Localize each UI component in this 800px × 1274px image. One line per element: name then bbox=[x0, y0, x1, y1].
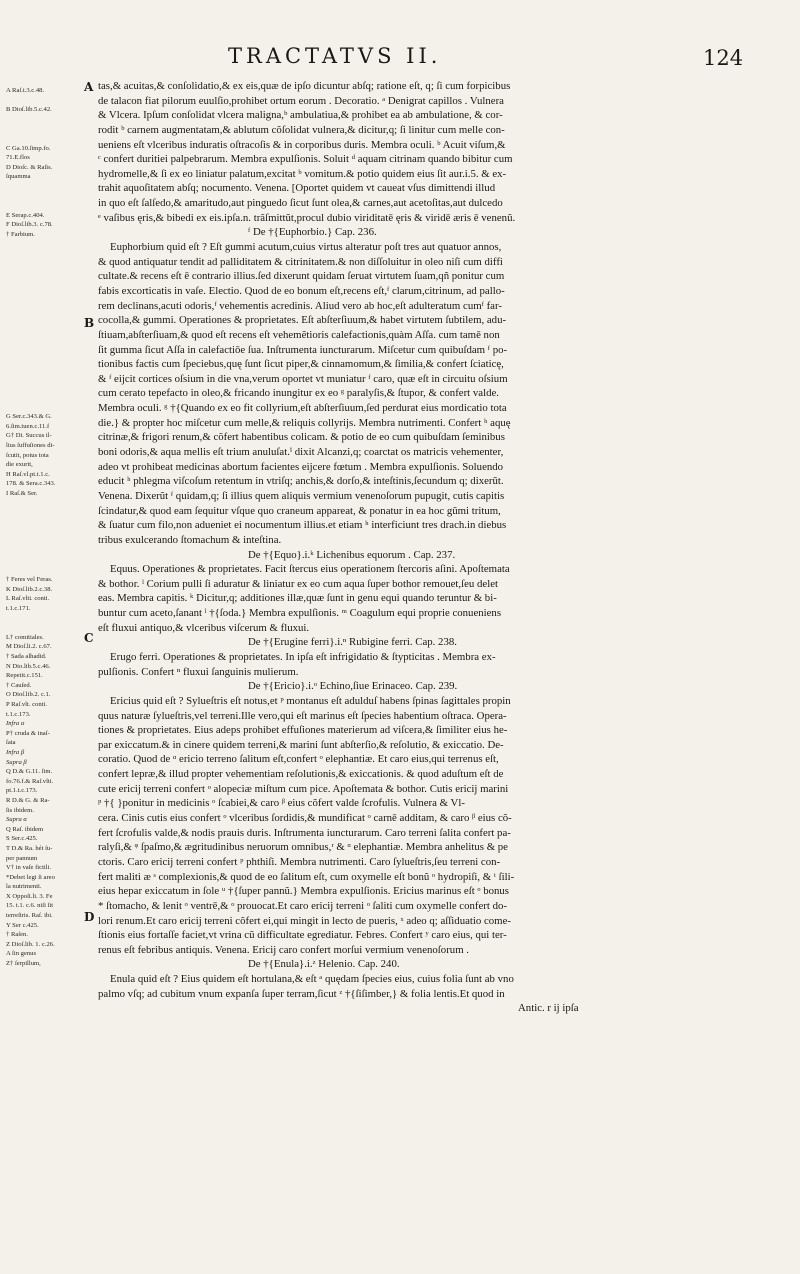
marginal-note: A ſin genus bbox=[6, 950, 37, 958]
marginal-note: Y Ser c.425. bbox=[6, 921, 39, 929]
marginal-note: Supra α bbox=[6, 816, 27, 824]
text-line: cultate.& recens eſt ē contrario illius.ſed dixerunt quidam ſeruat virtutem ſuam,qñ ponitur cum bbox=[98, 270, 505, 283]
marginal-note bbox=[6, 614, 88, 624]
marginal-note bbox=[6, 345, 88, 355]
marginal-note: E Serap.c.404. bbox=[6, 211, 45, 219]
marginal-note bbox=[6, 249, 88, 259]
marginal-note: *Debet legi ſi areo bbox=[6, 873, 55, 881]
text-line: cute ericij terreni confert ᵒ alopeciæ miſtum cum pice. Apoſtemata & bothor. Cutis ericij marini bbox=[98, 782, 509, 795]
running-head: TRACTATVS II. bbox=[228, 44, 442, 68]
marginal-note: ſquamma bbox=[6, 173, 31, 181]
marginal-note: ſis ibidem. bbox=[6, 806, 34, 814]
text-line: ſtionis eius fortaſſe faciet,vt vrina cũ difficultate egrediatur. Febres. Confert ʸ caro eius, qui ter- bbox=[98, 929, 507, 942]
text-line: ſtiuam,abſterſiuam,& quod eſt recens eſt vehemẽtioris calefactionis,quàm Aſſa. cum tamē non bbox=[98, 328, 500, 341]
text-line: Antic. r ij ipſa bbox=[518, 1002, 579, 1015]
text-line: Euphorbium quid eſt ? Eſt gummi acutum,cuius virtus alteratur poſt tres aut quatuor annos, bbox=[110, 241, 502, 254]
marginal-note: 71.E.flos bbox=[6, 154, 30, 162]
marginal-note bbox=[6, 364, 88, 374]
marginal-note: H Raſ.vl.pt.t.1.c. bbox=[6, 470, 50, 478]
text-line: coratio. Quod de ᵅ ericio terreno ſalitum eſt,confert ᵒ elephantiæ. Et caro eius,qui terrenus eſt, bbox=[98, 753, 499, 766]
marginal-note bbox=[6, 556, 88, 566]
text-line: rem declinans,acuti odoris,ᶠ vehementis acredinis. Aliud vero ab hoc,eſt adulteratum cumᶠ far- bbox=[98, 299, 502, 312]
marginal-note: P Raſ.vlt. conti. bbox=[6, 701, 47, 708]
text-line: in quo eſt ſalſedo,& amaritudo,aut pinguedo ſicut ſunt olea,& carnes,aut acetoſitas,aut dulcedo bbox=[98, 197, 503, 210]
marginal-note bbox=[6, 96, 88, 106]
marginal-note bbox=[6, 393, 88, 403]
section-letter-d: D bbox=[84, 910, 95, 924]
marginal-note: N Dio.lib.5.c.46. bbox=[6, 662, 51, 670]
text-line: ctoris. Caro ericij terreni confert ᵖ phthiſi. Membra nutrimenti. Caro ſylueſtris,ſeu terreni con- bbox=[98, 855, 501, 868]
marginal-note: Supra β bbox=[6, 758, 27, 766]
text-line: ſcindatur,& quod eam ſequitur vſque quo craneum appareat, & ponatur in ea hoc gũmi tritum, bbox=[98, 504, 501, 517]
text-line: fert maliti æ ˢ complexionis,& quod de eo ſalitum eſt, cum oxymelle eſt bonũ ᵒ hydropiſi, & ᵗ ſili- bbox=[98, 870, 515, 883]
folio-number: 124 bbox=[703, 46, 744, 70]
marginal-note: B Dioſ.lib.5.c.42. bbox=[6, 106, 52, 114]
text-line: boni odoris,& aqua mellis eſt trium anuluſat.ⁱ dixit Alcanzi,q; coarctat os matricis vehementer, bbox=[98, 446, 504, 459]
text-line: fert ſcrofulis valde,& nodis prauis duris. Inſtrumenta iuncturarum. Caro terreni ſalita confert pa- bbox=[98, 826, 511, 839]
marginal-note: F Dioſ.lib.3. c.78. bbox=[6, 221, 53, 229]
text-line: palmo vſq; ad cubitum vnum expanſa ſuper terram,ſicut ᶻ †{ſiſimber,} & folia lentis.Et quod in bbox=[98, 987, 505, 1000]
text-line: rodit ᵇ carnem augmentatam,& ablutum cõſolidat vulnera,& dicitur,q; ſi linitur cum melle con- bbox=[98, 123, 505, 136]
text-line: pulſionis. Confert ⁿ fluxui ſanguinis mulierum. bbox=[98, 665, 299, 678]
text-line: educit ʰ phlegma viſcoſum retentum in vtriſq; anchis,& dorſo,& inteſtinis,ſecundum q; dixerũt. bbox=[98, 475, 504, 488]
marginal-note: A Raſ.t.3.c.48. bbox=[6, 87, 45, 94]
marginal-note bbox=[6, 335, 88, 345]
marginal-note bbox=[6, 268, 88, 278]
text-line: die.} & propter hoc miſcetur cum melle,& reliquis collyrijs. Membra nutrimenti. Confert ʰ aquę bbox=[98, 416, 511, 429]
text-line: Membra oculi. ᵍ †{Quando ex eo fit collyrium,eſt abſterſiuum,ſed perdurat eius mordicatio tota bbox=[98, 402, 507, 415]
marginal-note: Z† ſerpillum, bbox=[6, 960, 41, 968]
marginal-note: Repetit.c.151. bbox=[6, 672, 43, 680]
marginal-note bbox=[6, 201, 88, 211]
marginal-note bbox=[6, 547, 88, 557]
text-line: quus naturæ ſylueſtris,vel terreni.Ille vero,qui eſt marinus eſt ſpecies habentium oſtraca. Opera- bbox=[98, 709, 507, 722]
text-line: * ſtomacho, & lenit ᵒ ventrē,& ᵒ prouocat.Et caro ericij terreni ᵒ ſaliti cum oxymelle confert do- bbox=[98, 899, 507, 912]
marginal-note bbox=[6, 499, 88, 509]
text-line: Venena. Dixerũt ᶠ quidam,q; ſi illius quem aliquis vermium venenoſorum pupugit, cutis capitis bbox=[98, 489, 505, 502]
marginal-note: t.1.c.173. bbox=[6, 710, 31, 718]
marginal-note: per pannum bbox=[6, 854, 38, 862]
marginal-note: die exurit, bbox=[6, 461, 33, 469]
marginal-note bbox=[6, 374, 88, 384]
text-line: tas,& acuitas,& conſolidatio,& ex eis,quæ de ipſo dicuntur abſq; ratione eſt, q; ſi cum forpicibus bbox=[98, 80, 511, 92]
marginal-note: t.1.c.171. bbox=[6, 605, 31, 613]
text-line: tribus exulcerando ſtomachum & inteſtina. bbox=[98, 533, 282, 546]
marginal-note: Q D.& G.11. ſim. bbox=[6, 768, 53, 776]
text-line: ᵉ vaſibus ęris,& bibedi ex eis.ipſa.n. trãſmittũt,procul dubio viriditatē ęris & viridē æris ē venenũ. bbox=[98, 211, 516, 224]
marginal-note: ſata bbox=[6, 739, 16, 747]
text-line: cera. Cinis cutis eius confert ᵒ vlceribus ſordidis,& mundificat ᵒ carnē additam, & caro ᵝ eius cõ- bbox=[98, 812, 512, 825]
marginal-note bbox=[6, 278, 88, 288]
text-line: Ericius quid eſt ? Sylueſtris eſt notus,et ᵖ montanus eſt adulduſ habens ſpinas ſagittales propin bbox=[110, 694, 511, 707]
marginal-note: lius ſuffuſiones di- bbox=[6, 441, 55, 449]
text-line: & Vlcera. Ipſum conſolidat vlcera maligna,ᵇ ambulatiua,& prohibet ea ab ambulatione, & cor- bbox=[98, 109, 503, 122]
marginal-note: V† in vaſe fictili. bbox=[6, 864, 52, 872]
marginal-note: T D.& Ra. hét ſu- bbox=[6, 844, 53, 852]
marginal-note bbox=[6, 259, 88, 269]
text-line: de talacon fiat pilorum euulſio,prohibet ortum eorum . Decoratio. ᵃ Denigrat capillos . Vulnera bbox=[98, 94, 504, 107]
text-line: par exiccatum.& in cinere quidem terreni,& marini ſunt abſterſio,& reſolutio, & exiccatio. De- bbox=[98, 738, 504, 751]
text-line: cum cerato tepefacto in oleo,& fricando inungitur ex eo ᵍ paralyſis,& ſtupor, & confert valde. bbox=[98, 387, 499, 400]
text-line: citrinæ,& frigori renum,& cõfert habentibus colicam. & potio de eo cum quibuſdam ſeminibus bbox=[98, 431, 505, 444]
marginal-note bbox=[6, 508, 88, 518]
marginal-note bbox=[6, 124, 88, 134]
section-letter-a: A bbox=[84, 80, 94, 94]
chapter-heading: De †{Ericio}.i.ᵒ Echino,ſiue Erinaceo. Cap. 239. bbox=[248, 680, 458, 693]
marginal-notes bbox=[6, 86, 88, 969]
text-line: confert lepræ,& illud propter vehementiam reſolutionis,& exiccationis. & quod aduſtum eſt de bbox=[98, 768, 504, 781]
marginal-note: Infra β bbox=[6, 748, 25, 756]
marginal-note: C Ga.10.ſimp.fo. bbox=[6, 144, 51, 152]
text-line: ueniens eſt vlceribus induratis oſtracoſis & in corporibus duris. Membra oculi. ᵇ Acuit viſum,& bbox=[98, 138, 506, 151]
marginal-note bbox=[6, 134, 88, 144]
text-line: & bothor. ˡ Corium pulli ſi aduratur & liniatur ex eo cum aqua ſuper bothor remouet,ſeu delet bbox=[98, 577, 498, 590]
marginal-note bbox=[6, 537, 88, 547]
chapter-heading: De †{Enula}.i.ᶻ Helenio. Cap. 240. bbox=[248, 958, 400, 971]
text-line: fabis excorticatis in vaſe. Electio. Quod de eo bonum eſt,recens eſt,ᶠ clarum,citrinum, ad pallo- bbox=[98, 284, 505, 297]
marginal-note bbox=[6, 355, 88, 365]
text-line: eſt fluxui antiquo,& vlceribus viſcerum & fluxui. bbox=[98, 621, 310, 634]
text-line: renus eſt febribus antiquis. Venena. Ericij caro confert morſui vermium venenoſorum . bbox=[98, 943, 469, 956]
marginal-note: S Ser.c.425. bbox=[6, 835, 38, 843]
marginal-note: X Oppoſi.li. 3. Fe bbox=[6, 892, 53, 900]
text-line: trahit aquoſitatem abſq; nocumento. Venena. [Oportet quidem vt caueat vſus dimittendi illud bbox=[98, 182, 496, 195]
marginal-note: Q Raſ. ibidem bbox=[6, 825, 44, 833]
marginal-note bbox=[6, 326, 88, 336]
marginal-note: G Ser.c.343.& G. bbox=[6, 413, 52, 421]
text-line: Equus. Operationes & proprietates. Facit ſtercus eius operationem ſtercoris aſini. Apoſtemata bbox=[110, 563, 510, 576]
marginal-note bbox=[6, 182, 88, 192]
text-line: lori renum.Et caro ericij terreni cõfert ei,qui mingit in lecto de pueris, ˣ adeo q; aſſiduatio come- bbox=[98, 914, 511, 927]
marginal-note: P† cruda & inaſ- bbox=[6, 729, 50, 737]
marginal-note: Infra α bbox=[6, 720, 25, 728]
marginal-note: L Raſ.vlti. conti. bbox=[6, 595, 50, 603]
text-line: ᶜ confert duritiei palpebrarum. Membra expulſionis. Soluit ᵈ aquam citrinam quando bibitur cum bbox=[98, 153, 513, 166]
marginal-note: Z Dioſ.lib. 1. c.26. bbox=[6, 940, 55, 948]
marginal-note: I Raſ.& Ser. bbox=[6, 489, 38, 497]
marginal-note bbox=[6, 287, 88, 297]
marginal-note bbox=[6, 307, 88, 317]
text-line: ᵖ †{ }ponitur in medicinis ᵒ ſcabiei,& caro ᵝ eius cõfert valde ſcrofulis. Vulnera & Vl- bbox=[98, 797, 465, 810]
marginal-note bbox=[6, 115, 88, 125]
text-line: tionibus factis cum ſpeciebus,quę ſunt ſicut piper,& cinnamomum,& ſimilia,& confert ſciaticę, bbox=[98, 358, 504, 371]
marginal-note: † Sada alhadid. bbox=[6, 653, 47, 661]
text-line: Erugo ferri. Operationes & proprietates. In ipſa eſt infrigidatio & ſtypticitas . Membra ex- bbox=[110, 650, 496, 663]
marginal-note bbox=[6, 518, 88, 528]
marginal-note: G† Di. Succus il- bbox=[6, 432, 52, 440]
marginal-note bbox=[6, 403, 88, 413]
marginal-note: terreſtris. Raſ. ibi. bbox=[6, 912, 53, 920]
marginal-note: † Feres vel Feras. bbox=[6, 576, 53, 584]
text-line: eas. Membra capitis. ᵏ Dicitur,q; additiones illæ,quæ ſunt in genu equi quando teruntur & bi- bbox=[98, 592, 497, 605]
main-text-column bbox=[98, 79, 774, 1016]
text-line: cocolla,& gummi. Operationes & proprietates. Eſt abſterſiuum,& habet virtutem ſubtilem, adu- bbox=[98, 314, 507, 327]
marginal-note bbox=[6, 383, 88, 393]
marginal-note: pt.1.t.c.173. bbox=[6, 787, 38, 795]
text-line: & ſuatur cum filo,non adueniet ei nocumentum illius.et etiam ʰ interficiunt tres drach.in diebus bbox=[98, 519, 507, 532]
text-line: eius hepar exiccatum in ſole ᵘ †{ſuper pannũ.} Membra expulſionis. Ericius marinus eſt ᵒ bonus bbox=[98, 885, 510, 898]
marginal-note bbox=[6, 192, 88, 202]
marginal-note bbox=[6, 316, 88, 326]
marginal-note: O Dioſ.lib.2. c.1. bbox=[6, 691, 51, 699]
marginal-note bbox=[6, 240, 88, 250]
marginal-note: K Dioſ.lib.2.c.38. bbox=[6, 585, 53, 593]
marginal-note bbox=[6, 527, 88, 537]
text-line: adeo vt prohibeat medicinas abortum facientes eijcere fœtum . Membra expulſionis. Soluendo bbox=[98, 460, 504, 473]
chapter-heading: ᶠ De †{Euphorbio.} Cap. 236. bbox=[248, 226, 377, 239]
marginal-note: L† comitiales. bbox=[6, 633, 44, 641]
text-line: tiones & proprietates. Eius adeps prohibet effuſiones materierum ad viſcera,& ſimiliter eius he- bbox=[98, 724, 508, 737]
marginal-note: fo.76.f.& Raſ.vlti. bbox=[6, 777, 54, 785]
marginal-note: R D.& G. & Ra- bbox=[6, 796, 50, 804]
marginal-note: 178. & Sera.c.343. bbox=[6, 480, 56, 488]
marginal-note: † Farbium. bbox=[6, 230, 35, 238]
text-line: & ᶠ eijcit cortices oſsium in die vna,verum oportet vt muniatur ᶠ caro, quæ eſt in circuitu oſsium bbox=[98, 372, 508, 385]
marginal-note bbox=[6, 297, 88, 307]
marginal-note bbox=[6, 623, 88, 633]
chapter-heading: De †{Erugine ferri}.i.ⁿ Rubigine ferri. Cap. 238. bbox=[248, 636, 457, 649]
marginal-note bbox=[6, 566, 88, 576]
text-line: Enula quid eſt ? Eius quidem eſt hortulana,& eſt ᵃ quędam ſpecies eius, cuius folia ſunt ab vno bbox=[110, 973, 514, 986]
marginal-note: † Raſen. bbox=[6, 931, 28, 939]
text-line: ſit gumma ſicut Aſſa in calefactiōe ſua. Inſtrumenta iuncturarum. Miſcetur cum quibuſdam ᶠ po- bbox=[98, 343, 508, 356]
marginal-note: ſcutit, potus tota bbox=[6, 451, 49, 459]
marginal-note: D Dioſc. & Raſis. bbox=[6, 163, 53, 171]
section-letter-c: C bbox=[84, 631, 94, 645]
text-line: ralyſi,& ᵠ ſpaſmo,& ægritudinibus neruorum omnibus,ʳ & ᵅ elephantiæ. Membra anhelitus & pe bbox=[98, 841, 508, 854]
text-line: hydromelle,& ſi ex eo liniatur palatum,excitat ᵇ vomitum.& potio quidem eius ſit aur.i.5. & ex- bbox=[98, 167, 507, 180]
marginal-note: † Cauſed. bbox=[6, 681, 32, 689]
marginal-note: M Dioſ.li.2. c.67. bbox=[6, 643, 52, 651]
text-line: buntur cum aceto,ſanant ˡ †{ſoda.} Membra expulſionis. ᵐ Coagulum equi proprie conueniens bbox=[98, 607, 502, 620]
marginal-note: la nutrimenti. bbox=[6, 883, 42, 891]
chapter-heading: De †{Equo}.i.ᵏ Lichenibus equorum . Cap. 237. bbox=[248, 548, 456, 561]
section-letter-b: B bbox=[84, 316, 95, 330]
text-line: & quod antiquatur tendit ad palliditatem & citrinitatem.& non diſſoluitur in oleo niſi cum diffi bbox=[98, 255, 503, 268]
marginal-note: 6.ſim.tuen.c.11.f bbox=[6, 422, 50, 430]
marginal-note: 15. t.1. c.6. niſi ſit bbox=[6, 902, 54, 910]
